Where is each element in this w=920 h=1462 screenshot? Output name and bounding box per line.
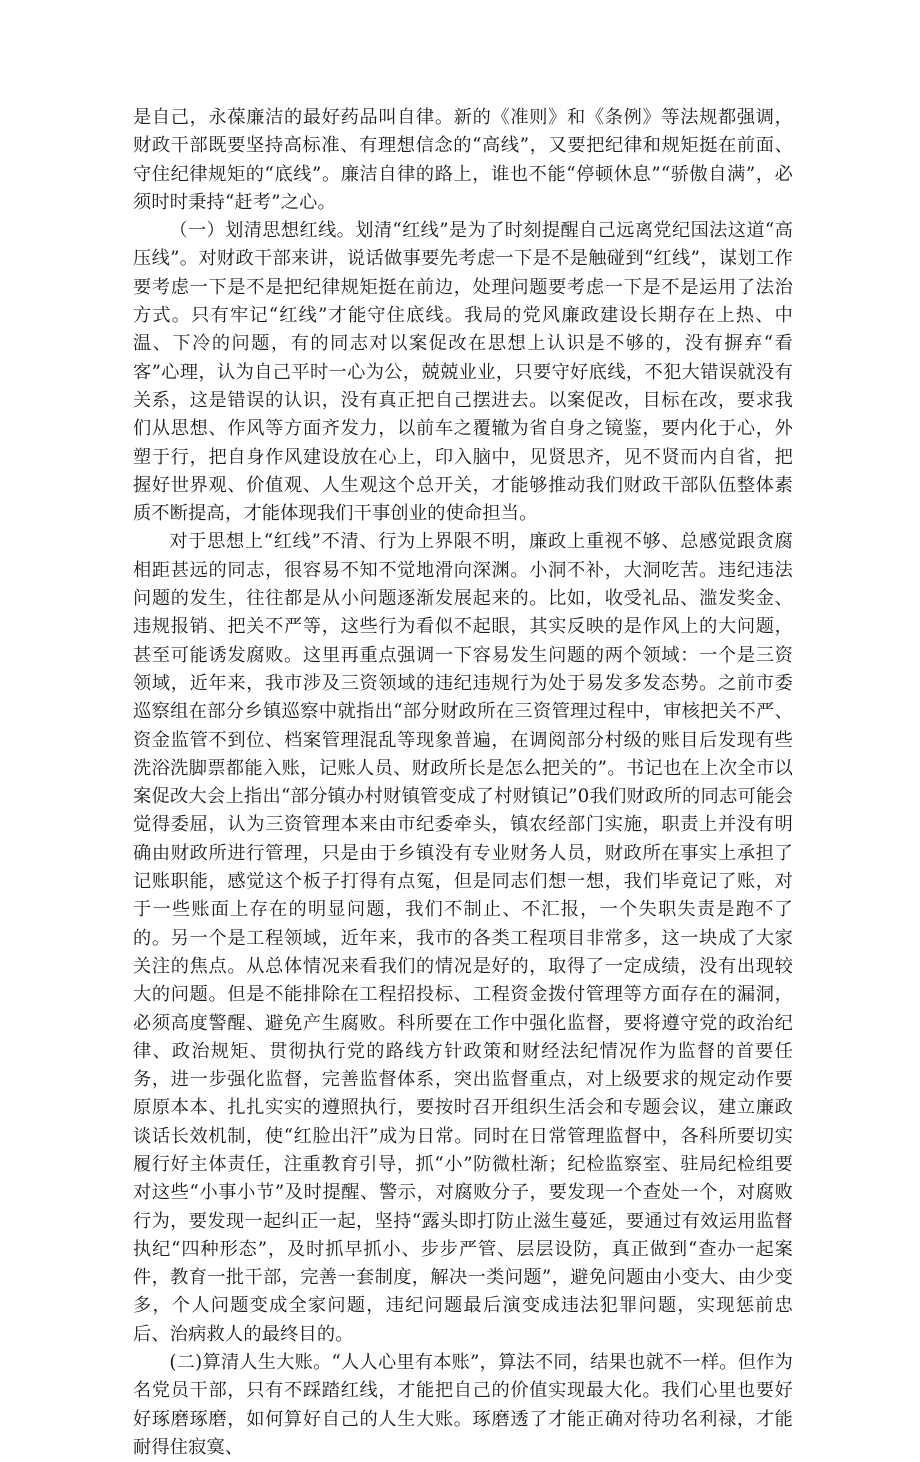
document-page (133, 104, 793, 1462)
paragraph-intro-continuation: 是自己，永葆廉洁的最好药品叫自律。新的《准则》和《条例》等法规都强调，财政干部既要坚持高标准、有理想信念的“高线”，又要把纪律和规矩挺在前面、守住纪律规矩的“底线”。廉洁自律的路上，谁也不能“停顿休息”“骄傲自满”，必须时时秉持“赶考”之心。 (133, 107, 793, 213)
paragraph-section-1-ideological-red-line: （一）划清思想红线。划清“红线”是为了时刻提醒自己远离党纪国法这道“高压线”。对财政干部来讲，说话做事要先考虑一下是不是触碰到“红线”，谋划工作要考虑一下是不是把纪律规矩挺在前边，处理问题要考虑一下是不是运用了法治方式。只有牢记“红线”才能守住底线。我局的党风廉政建设长期存在上热、中温、下冷的问题，有的同志对以案促改在思想上认识是不够的，没有摒弃“看客”心理，认为自己平时一心为公，兢兢业业，只要守好底线，不犯大错误就没有关系，这是错误的认识，没有真正把自己摆进去。以案促改，目标在改，要求我们从思想、作风等方面齐发力，以前车之覆辙为省自身之镜鉴，要内化于心，外塑于行，把自身作风建设放在心上，印入脑中，见贤思齐，见不贤而内自省，把握好世界观、价值观、人生观这个总开关，才能够推动我们财政干部队伍整体素质不断提高，才能体现我们干事创业的使命担当。 (133, 220, 793, 525)
paragraph-section-2-life-account: (二)算清人生大账。“人人心里有本账”，算法不同，结果也就不一样。但作为名党员干部，只有不踩踏红线，才能把自己的价值实现最大化。我们心里也要好好琢磨琢磨，如何算好自己的人生大账。琢磨透了才能正确对待功名利禄，才能耐得住寂寞、 (133, 1352, 793, 1458)
paragraph-risk-areas: 对于思想上“红线”不清、行为上界限不明，廉政上重视不够、总感觉跟贪腐相距甚远的同志，很容易不知不觉地滑向深渊。小洞不补，大洞吃苦。违纪违法问题的发生，往往都是从小问题逐渐发展起来的。比如，收受礼品、滥发奖金、违规报销、把关不严等，这些行为看似不起眼，其实反映的是作风上的大问题，甚至可能诱发腐败。这里再重点强调一下容易发生问题的两个领域：一个是三资领域，近年来，我市涉及三资领域的违纪违规行为处于易发多发态势。之前市委巡察组在部分乡镇巡察中就指出“部分财政所在三资管理过程中，审核把关不严、资金监管不到位、档案管理混乱等现象普遍，在调阅部分村级的账目后发现有些洗浴洗脚票都能入账，记账人员、财政所长是怎么把关的”。书记也在上次全市以案促改大会上指出“部分镇办村财镇管变成了村财镇记”0我们财政所的同志可能会觉得委屈，认为三资管理本来由市纪委牵头，镇农经部门实施，职责上并没有明确由财政所进行管理，只是由于乡镇没有专业财务人员，财政所在事实上承担了记账职能，感觉这个板子打得有点冤，但是同志们想一想，我们毕竟记了账，对于一些账面上存在的明显问题，我们不制止、不汇报，一个失职失责是跑不了的。另一个是工程领域，近年来，我市的各类工程项目非常多，这一块成了大家关注的焦点。从总体情况来看我们的情况是好的，取得了一定成绩，没有出现较大的问题。但是不能排除在工程招投标、工程资金拨付管理等方面存在的漏洞，必须高度警醒、避免产生腐败。科所要在工作中强化监督，要将遵守党的政治纪律、政治规矩、贯彻执行党的路线方针政策和财经法纪情况作为监督的首要任务，进一步强化监督，完善监督体系，突出监督重点，对上级要求的规定动作要原原本本、扎扎实实的遵照执行，要按时召开组织生活会和专题会议，建立廉政谈话长效机制，使“红脸出汗”成为日常。同时在日常管理监督中，各科所要切实履行好主体责任，注重教育引导，抓“小”防微杜渐；纪检监察室、驻局纪检组要对这些“小事小节”及时提醒、警示，对腐败分子，要发现一个查处一个，对腐败行为，要发现一起纠正一起，坚持“露头即打防止滋生蔓延，要通过有效运用监督执纪“四种形态”，及时抓早抓小、步步严管、层层设防，真正做到“查办一起案件，教育一批干部，完善一套制度，解决一类问题”，避免问题由小变大、由少变多，个人问题变成全家问题，违纪问题最后演变成违法犯罪问题，实现惩前忠后、治病救人的最终目的。 (133, 531, 794, 1345)
